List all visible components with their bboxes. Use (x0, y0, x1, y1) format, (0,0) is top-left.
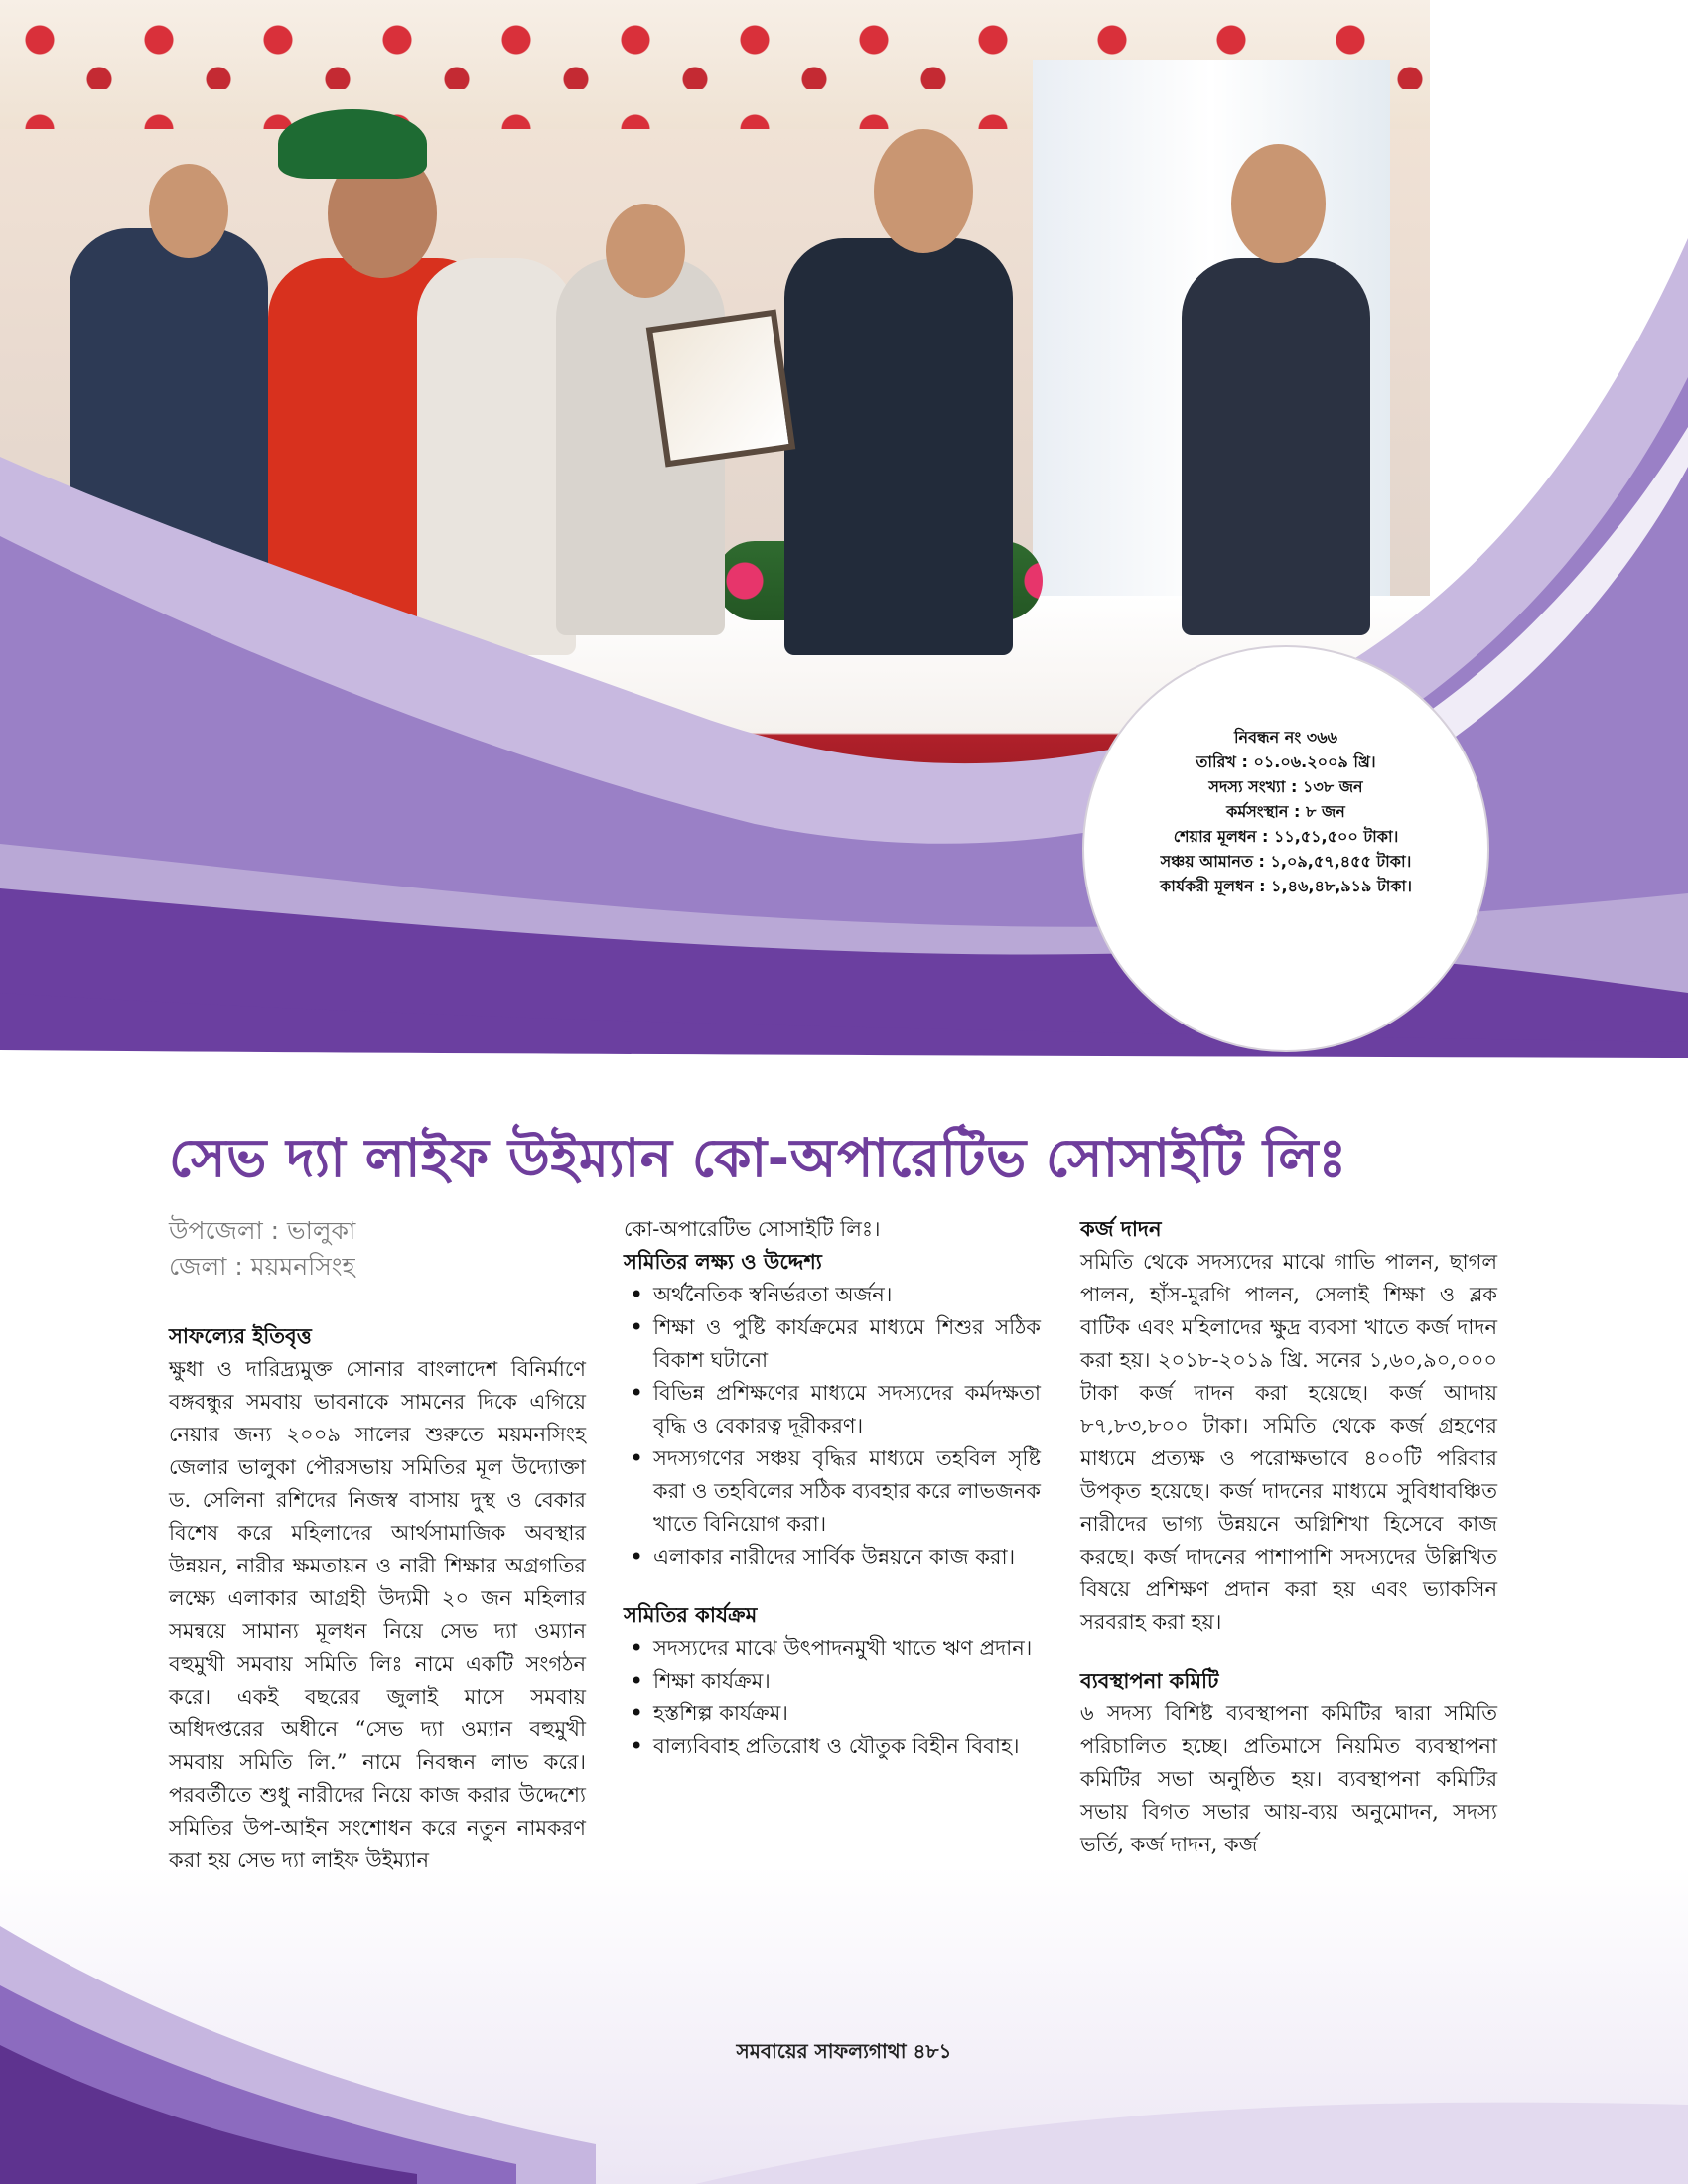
committee-text: ৬ সদস্য বিশিষ্ট ব্যবস্থাপনা কমিটির দ্বারা সমিতি পরিচালিত হচ্ছে। প্রতিমাসে নিয়মিত ব্যবস্থাপনা কমিটির সভা অনুষ্ঠিত হয়। ব্যবস্থাপনা কমিটির সভায় বিগত সভার আয়-ব্যয় অনুমোদন, সদস্য ভর্তি, কর্জ দাদন, কর্জ (1080, 1702, 1497, 1856)
column-3 (1080, 1213, 1497, 1861)
activities-list (624, 1632, 1041, 1763)
upazila-label: উপজেলা : ভালুকা (169, 1216, 356, 1245)
column-1 (169, 1213, 586, 1877)
list-item: • হস্তশিল্প কার্যক্রম। (624, 1698, 1041, 1730)
savings-deposit: সঞ্চয় আমানত : ১,০৯,৫৭,৪৫৫ টাকা। (1160, 852, 1412, 871)
district-label: জেলা : ময়মনসিংহ (169, 1252, 355, 1281)
registration-info-circle (1082, 645, 1489, 1052)
activities-heading: সমিতির কার্যক্রম (624, 1603, 758, 1627)
list-item: • বাল্যবিবাহ প্রতিরোধ ও যৌতুক বিহীন বিবাহ। (624, 1730, 1041, 1763)
list-item: • শিক্ষা ও পুষ্টি কার্যক্রমের মাধ্যমে শিশুর সঠিক বিকাশ ঘটানো (624, 1311, 1041, 1377)
success-story-heading: সাফল্যের ইতিবৃত্ত (169, 1324, 312, 1348)
loan-heading: কর্জ দাদন (1080, 1217, 1162, 1241)
page-footer: সমবায়ের সাফল্যগাথা ৪৮১ (736, 2039, 952, 2063)
success-story-text: ক্ষুধা ও দারিদ্র্যমুক্ত সোনার বাংলাদেশ বিনির্মাণে বঙ্গবন্ধুর সমবায় ভাবনাকে সামনের দিকে এগিয়ে নেয়ার জন্য ২০০৯ সালের শুরুতে ময়মনসিংহ জেলার ভালুকা পৌরসভায় সমিতির মূল উদ্যোক্তা ড. সেলিনা রশিদের নিজস্ব বাসায় দুস্থ ও বেকার বিশেষ করে মহিলাদের আর্থসামাজিক অবস্থার উন্নয়ন, নারীর ক্ষমতায়ন ও নারী শিক্ষার অগ্রগতির লক্ষ্যে এলাকার আগ্রহী উদ্যমী ২০ জন মহিলার সমন্বয়ে সামান্য মূলধন নিয়ে সেভ দ্যা ওম্যান বহুমুখী সমবায় সমিতি লিঃ নামে একটি সংগঠন করে। একই বছরের জুলাই মাসে সমবায় অধিদপ্তরের অধীনে “সেভ দ্যা ওম্যান বহুমুখী সমবায় সমিতি লি.” নামে নিবন্ধন লাভ করে। পরবর্তীতে শুধু নারীদের নিয়ে কাজ করার উদ্দেশ্যে সমিতির উপ-আইন সংশোধন করে নতুন নামকরণ করা হয় সেভ দ্যা লাইফ উইম্যান (169, 1357, 586, 1872)
purple-swoosh-bottom (0, 1866, 1688, 2184)
objectives-heading: সমিতির লক্ষ্য ও উদ্দেশ্য (624, 1250, 822, 1274)
list-item: • এলাকার নারীদের সার্বিক উন্নয়নে কাজ করা। (624, 1541, 1041, 1573)
list-item: • সদস্যদের মাঝে উৎপাদনমুখী খাতে ঋণ প্রদান। (624, 1632, 1041, 1665)
working-capital: কার্যকরী মূলধন : ১,৪৬,৪৮,৯১৯ টাকা। (1160, 877, 1412, 895)
column-2 (624, 1213, 1041, 1763)
employment-count: কর্মসংস্থান : ৮ জন (1226, 802, 1345, 821)
page-title: সেভ দ্যা লাইফ উইম্যান কো-অপারেটিভ সোসাইটি লিঃ (169, 1127, 1347, 1189)
list-item: • বিভিন্ন প্রশিক্ষণের মাধ্যমে সদস্যদের কর্মদক্ষতা বৃদ্ধি ও বেকারত্ব দূরীকরণ। (624, 1377, 1041, 1442)
share-capital: শেয়ার মূলধন : ১১,৫১,৫০০ টাকা। (1173, 827, 1399, 846)
registration-number: নিবন্ধন নং ৩৬৬ (1233, 728, 1338, 747)
loan-text: সমিতি থেকে সদস্যদের মাঝে গাভি পালন, ছাগল পালন, হাঁস-মুরগি পালন, সেলাই শিক্ষা ও ব্লক বাটিক এবং মহিলাদের ক্ষুদ্র ব্যবসা খাতে কর্জ দাদন করা হয়। ২০১৮-২০১৯ খ্রি. সনের ১,৬০,৯০,০০০ টাকা কর্জ দাদন করা হয়েছে। কর্জ আদায় ৮৭,৮৩,৮০০ টাকা। সমিতি থেকে কর্জ গ্রহণের মাধ্যমে প্রত্যক্ষ ও পরোক্ষভাবে ৪০০টি পরিবার উপকৃত হয়েছে। কর্জ দাদনের মাধ্যমে সুবিধাবঞ্চিত নারীদের ভাগ্য উন্নয়নে অগ্নিশিখা হিসেবে কাজ করছে। কর্জ দাদনের পাশাপাশি সদস্যদের উল্লিখিত বিষয়ে প্রশিক্ষণ প্রদান করা হয় এবং ভ্যাকসিন সরবরাহ করা হয়। (1080, 1250, 1497, 1634)
objectives-list (624, 1279, 1041, 1573)
committee-heading: ব্যবস্থাপনা কমিটি (1080, 1669, 1219, 1693)
list-item: • অর্থনৈতিক স্বনির্ভরতা অর্জন। (624, 1279, 1041, 1311)
success-story-continuation: কো-অপারেটিভ সোসাইটি লিঃ। (624, 1217, 881, 1241)
list-item: • শিক্ষা কার্যক্রম। (624, 1665, 1041, 1698)
member-count: সদস্য সংখ্যা : ১৩৮ জন (1208, 777, 1363, 796)
registration-date: তারিখ : ০১.০৬.২০০৯ খ্রি। (1196, 752, 1376, 771)
list-item: • সদস্যগণের সঞ্চয় বৃদ্ধির মাধ্যমে তহবিল সৃষ্টি করা ও তহবিলের সঠিক ব্যবহার করে লাভজনক খাতে বিনিয়োগ করা। (624, 1442, 1041, 1541)
